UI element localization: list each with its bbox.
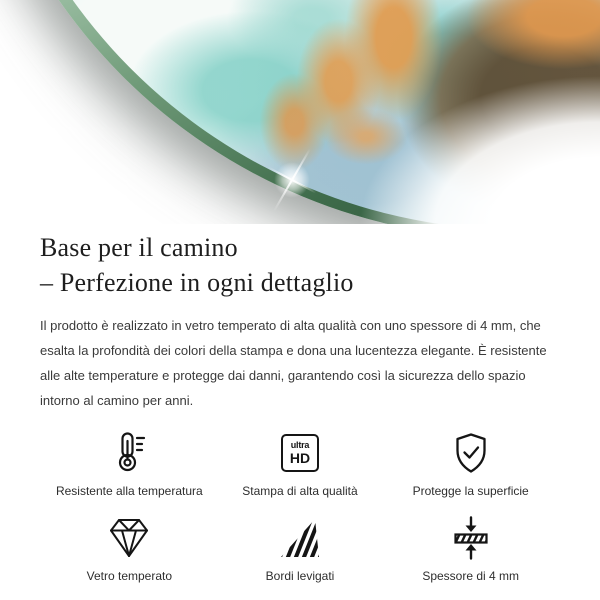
feature-label: Bordi levigati bbox=[265, 569, 335, 583]
feature-item-thickness bbox=[385, 514, 556, 583]
feature-item-protection bbox=[385, 429, 556, 498]
hero-image bbox=[0, 0, 600, 224]
feature-label: Resistente alla temperatura bbox=[55, 484, 203, 498]
features-grid bbox=[40, 429, 560, 583]
feature-label: Stampa di alta qualità bbox=[242, 484, 358, 498]
ultra-hd-badge-top: ultra bbox=[290, 440, 310, 450]
ultra-hd-badge-bottom: HD bbox=[289, 450, 311, 466]
title-line-1: Base per il camino bbox=[40, 233, 238, 262]
thermometer-icon bbox=[107, 429, 151, 477]
feature-label: Vetro temperato bbox=[86, 569, 173, 583]
hero-fade-overlay bbox=[280, 34, 600, 224]
thickness-icon bbox=[449, 514, 493, 562]
ultra-hd-icon bbox=[281, 429, 319, 477]
page-title bbox=[40, 230, 560, 300]
shield-check-icon bbox=[449, 429, 493, 477]
title-line-2: – Perfezione in ogni dettaglio bbox=[40, 268, 354, 297]
polished-edges-icon bbox=[278, 514, 322, 562]
feature-item-temperature bbox=[44, 429, 215, 498]
product-description: Il prodotto è realizzato in vetro temperato di alta qualità con uno spessore di 4 mm, che esalta la profondità dei colori della stampa e dona una lucentezza elegante. È resistente alle alte temperature e protegge dai danni, garantendo così la sicurezza dello spazio intorno al camino per anni. bbox=[40, 318, 547, 408]
feature-label: Spessore di 4 mm bbox=[422, 569, 520, 583]
feature-item-tempered-glass bbox=[44, 514, 215, 583]
feature-item-print-quality bbox=[215, 429, 386, 498]
content-area bbox=[0, 230, 600, 583]
diamond-icon bbox=[107, 514, 151, 562]
feature-item-polished-edges bbox=[215, 514, 386, 583]
feature-label: Protegge la superficie bbox=[412, 484, 529, 498]
